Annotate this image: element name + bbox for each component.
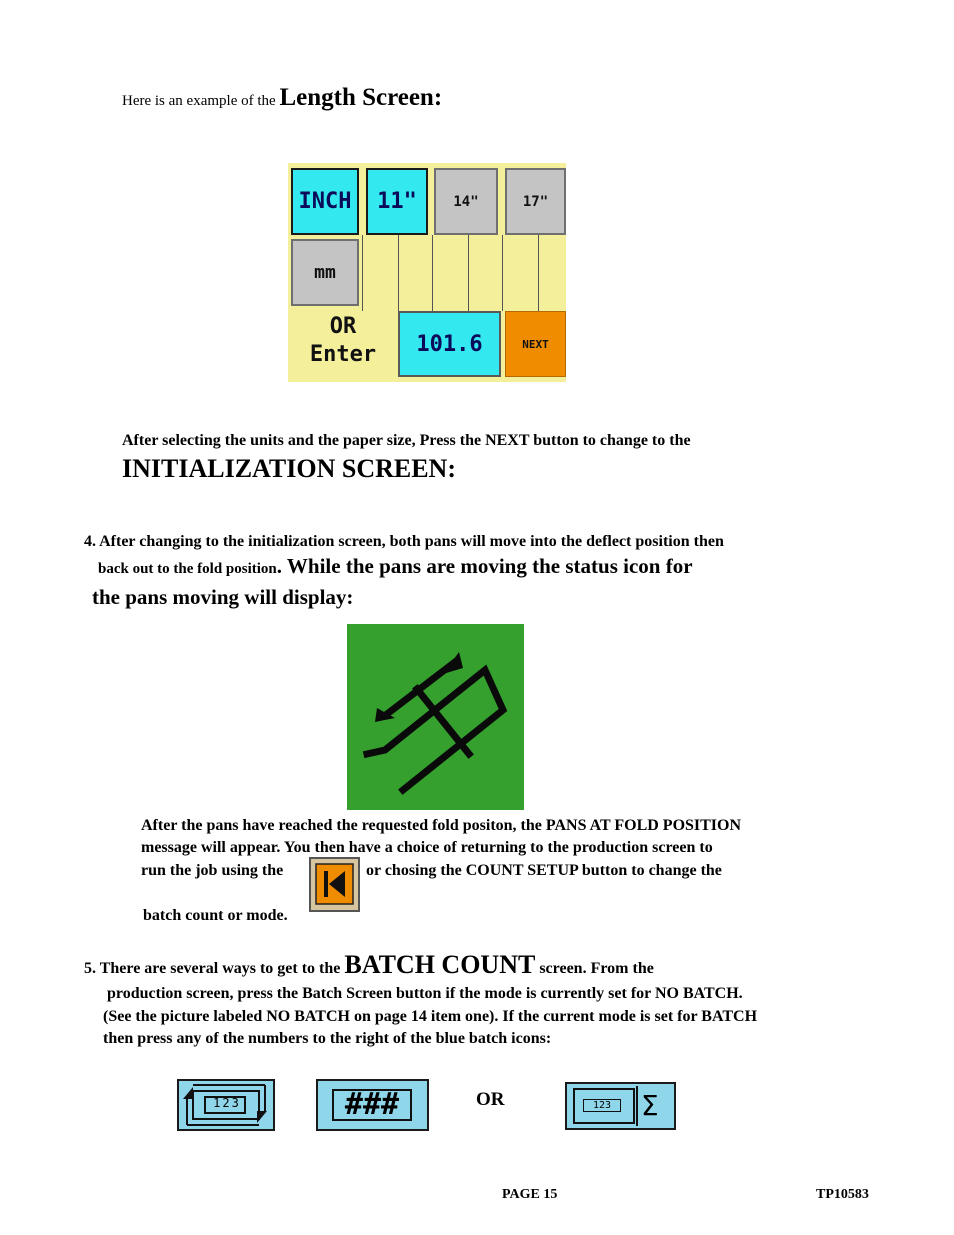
- batch-number-icon[interactable]: [316, 1079, 429, 1131]
- batch-total-icon[interactable]: [565, 1082, 676, 1130]
- enter-label: Enter: [309, 342, 377, 367]
- step4-line2: [98, 554, 693, 579]
- size-11-label: 11": [377, 189, 417, 214]
- return-to-production-icon[interactable]: [309, 857, 360, 912]
- inch-button[interactable]: [291, 168, 359, 235]
- step4-line1: 4. After changing to the initialization screen, both pans will move into the deflect position then: [84, 533, 724, 550]
- step4-line2-big: . While the pans are moving the status icon for: [276, 554, 693, 578]
- batch-icon1-digits: 123: [213, 1096, 241, 1110]
- step5-line1: [84, 950, 654, 980]
- size-11-button[interactable]: [366, 168, 428, 235]
- length-value-input[interactable]: [398, 311, 501, 377]
- skip-back-icon: [311, 859, 358, 910]
- fold-line1: After the pans have reached the requested fold positon, the PANS AT FOLD POSITION: [141, 817, 742, 834]
- pans-moving-arrows-icon: [347, 624, 524, 810]
- length-screen-panel: [288, 163, 566, 382]
- sigma-icon: Σ: [641, 1089, 659, 1122]
- next-label: NEXT: [522, 337, 549, 351]
- pans-moving-status-icon: [347, 624, 524, 810]
- batch-or-label: OR: [476, 1089, 505, 1110]
- batch-count-heading: BATCH COUNT: [344, 950, 536, 979]
- size-14-button[interactable]: [434, 168, 498, 235]
- or-label: OR: [329, 314, 357, 339]
- step5-suffix: screen. From the: [535, 960, 654, 977]
- step5-line4: then press any of the numbers to the right of the blue batch icons:: [103, 1030, 552, 1047]
- fold-line2: message will appear. You then have a choice of returning to the production screen to: [141, 839, 713, 856]
- length-screen-title: Length Screen:: [279, 84, 443, 111]
- intro-line: [122, 84, 442, 112]
- batch-count-icon[interactable]: [177, 1079, 275, 1131]
- fold-line3b: or chosing the COUNT SETUP button to change the: [366, 862, 722, 879]
- grid-line: [502, 235, 503, 311]
- batch-icon2-text: ###: [344, 1087, 400, 1122]
- initialization-heading: INITIALIZATION SCREEN:: [122, 454, 456, 483]
- step4-line3: the pans moving will display:: [92, 585, 354, 609]
- intro-prefix: Here is an example of the: [122, 93, 280, 109]
- mm-label: mm: [314, 262, 336, 283]
- separator-line: [636, 1086, 638, 1126]
- next-button[interactable]: [505, 311, 566, 377]
- fold-line3a: run the job using the: [141, 862, 284, 879]
- document-id: TP10583: [816, 1187, 869, 1202]
- inch-label: INCH: [298, 189, 352, 214]
- mm-button[interactable]: [291, 239, 359, 306]
- grid-line: [538, 235, 539, 311]
- grid-line: [362, 235, 363, 311]
- grid-line: [398, 235, 399, 311]
- size-14-label: 14": [453, 193, 479, 210]
- page-number: PAGE 15: [502, 1187, 558, 1202]
- or-enter-label: [298, 313, 388, 373]
- length-value: 101.6: [416, 331, 483, 357]
- grid-line: [468, 235, 469, 311]
- step5-line2: production screen, press the Batch Screen button if the mode is currently set for NO BATCH.: [107, 985, 743, 1002]
- after-select-text: After selecting the units and the paper size, Press the NEXT button to change to the: [122, 432, 691, 449]
- step5-line3: (See the picture labeled NO BATCH on page 14 item one). If the current mode is set for BATCH: [103, 1008, 758, 1025]
- size-17-label: 17": [522, 193, 549, 210]
- grid-line: [432, 235, 433, 311]
- size-17-button[interactable]: [505, 168, 566, 235]
- fold-line4: batch count or mode.: [143, 907, 288, 924]
- step5-prefix: 5. There are several ways to get to the: [84, 960, 345, 977]
- batch-icon3-digits: 123: [583, 1099, 621, 1112]
- step4-line2-small: back out to the fold position: [98, 561, 277, 577]
